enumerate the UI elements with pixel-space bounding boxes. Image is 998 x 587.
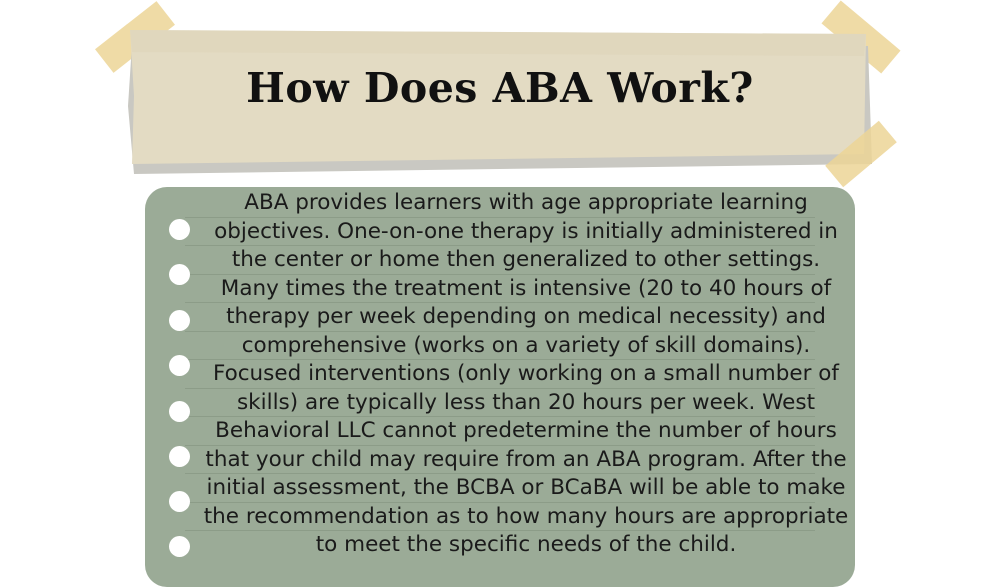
page-title: How Does ABA Work? — [246, 64, 754, 112]
binder-hole — [169, 264, 190, 285]
binder-hole — [169, 310, 190, 331]
binder-hole — [169, 446, 190, 467]
binder-hole — [169, 401, 190, 422]
binder-hole — [169, 491, 190, 512]
binder-hole — [169, 219, 190, 240]
notebook-card — [145, 187, 855, 587]
title-banner — [128, 26, 872, 176]
binder-hole — [169, 355, 190, 376]
body-paragraph: ABA provides learners with age appropriate learning objectives. One-on-one therapy is initially administered in the center or home then generalized to other settings. Many times the treatment is intensive (20 to 40 hours of therapy per week depending on medical necessity) and comprehensive (works on a variety of skill domains). Focused interventions (only working on a small number of skills) are typically less than 20 hours per week. West Behavioral LLC cannot predetermine the number of hours that your child may require from an ABA program. After the initial assessment, the BCBA or BCaBA will be able to make the recommendation as to how many hours are appropriate to meet the specific needs of the child. — [203, 190, 849, 557]
binder-hole — [169, 536, 190, 557]
